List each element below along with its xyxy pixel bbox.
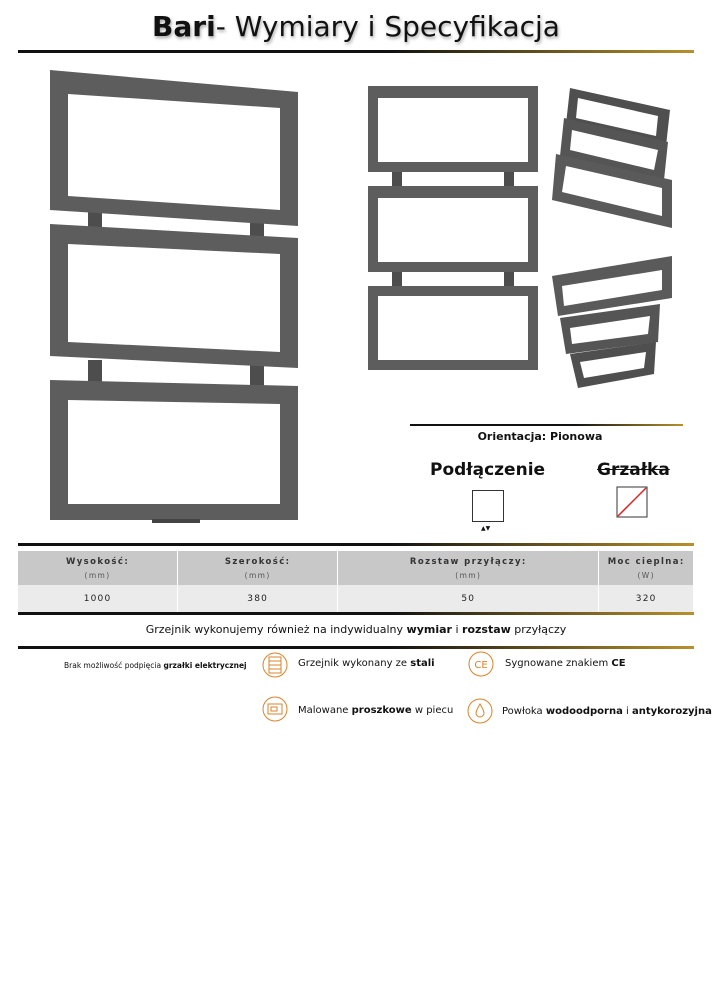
page-title: Bari- Wymiary i Specyfikacja <box>152 10 560 43</box>
orientation-divider <box>410 424 683 426</box>
radiator-front-frame-middle <box>368 186 538 272</box>
connection-icon <box>472 490 504 522</box>
radiator-icon <box>262 652 288 678</box>
header-width: Szerokość: (mm) <box>178 551 338 585</box>
powder-feature: Malowane proszkowe w piecu <box>298 705 454 716</box>
header-height: Wysokość: (mm) <box>18 551 178 585</box>
coating-feature: Powłoka wodoodporna i antykorozyjna <box>502 706 712 717</box>
radiator-front-image <box>364 84 542 374</box>
value-spacing: 50 <box>338 585 599 613</box>
header-spacing: Rozstaw przyłączy: (mm) <box>338 551 599 585</box>
radiator-main-image <box>40 64 310 528</box>
table-bottom-divider <box>18 612 694 615</box>
radiator-front-frame-top <box>368 86 538 172</box>
custom-size-note: Grzejnik wykonujemy również na indywidualny wymiar i rozstaw przyłączy <box>145 623 567 636</box>
heater-title: Grzałka <box>597 460 670 480</box>
header-power: Moc cieplna: (W) <box>599 551 694 585</box>
spec-table-header-row <box>18 551 694 585</box>
ce-feature: Sygnowane znakiem CE <box>505 658 626 669</box>
radiator-valve <box>152 519 200 523</box>
radiator-angle-images <box>548 84 674 394</box>
connection-arrows-icon: ▲▼ <box>481 525 491 532</box>
water-drop-icon <box>467 698 493 724</box>
spec-table <box>18 551 694 613</box>
note-divider <box>18 646 694 649</box>
ce-mark-icon <box>468 651 494 677</box>
value-height: 1000 <box>18 585 178 613</box>
spec-table-row <box>18 585 694 613</box>
table-top-divider <box>18 543 694 546</box>
svg-text:CE: CE <box>474 660 488 671</box>
radiator-front-frame-bottom <box>368 286 538 370</box>
title-divider <box>18 50 694 53</box>
paint-oven-icon <box>262 696 288 722</box>
value-width: 380 <box>178 585 338 613</box>
value-power: 320 <box>599 585 694 613</box>
orientation-label: Orientacja: Pionowa <box>477 430 603 443</box>
steel-feature: Grzejnik wykonany ze stali <box>298 658 435 669</box>
radiator-frame-bottom <box>50 380 298 520</box>
connection-title: Podłączenie <box>430 460 546 480</box>
radiator-frame-top <box>50 70 298 226</box>
radiator-frame-middle <box>50 224 298 368</box>
heater-unavailable-icon <box>616 486 648 518</box>
no-heater-note: Brak możliwość podpięcia grzałki elektrycznej <box>64 661 247 670</box>
